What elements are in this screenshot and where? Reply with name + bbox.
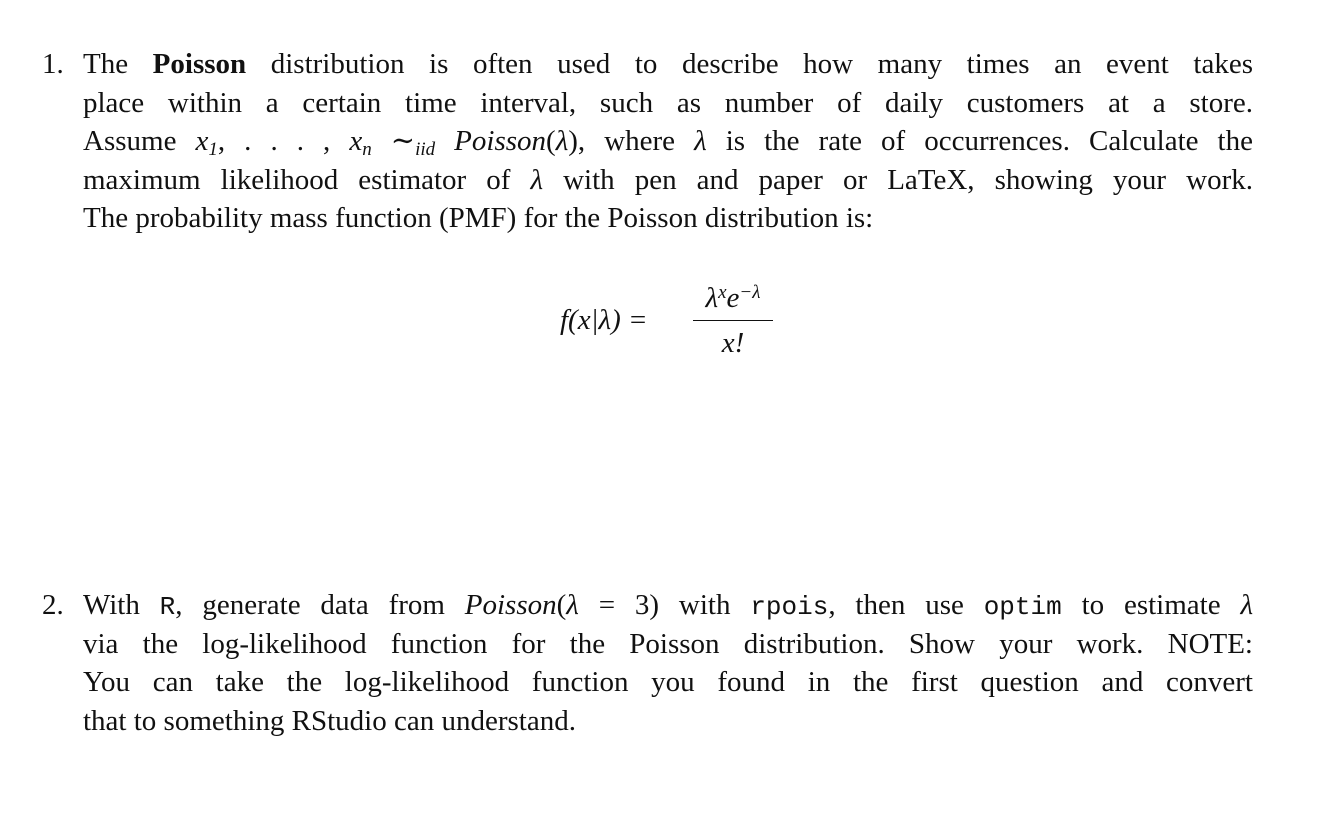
math-symbol: x [349,125,363,157]
question-2-line: You can take the log-likelihood function you found in the first question and convert [83,666,1253,698]
math-symbol: Poisson [454,125,547,157]
question-1-body [83,45,1253,238]
question-1-line: Assume $x_1$, . . . , $x_n$ $\sim_{iid}$ Poisson(λ), where λ is the rate of occurrences. Calculate the [83,125,1253,160]
bold-term: Poisson [152,48,247,80]
code-term: optim [983,592,1062,622]
fraction-bar [693,320,773,321]
question-1-number: 1. [42,48,64,80]
math-symbol: λ [694,125,707,157]
equation-numerator: $\lambda^xe^{-\lambda}$ [705,282,761,314]
equation-denominator: x! [721,327,745,359]
math-symbol: x [195,125,209,157]
math-symbol: λ [530,163,544,196]
equation-fraction [693,278,773,361]
math-subscript: 1 [208,139,218,160]
question-2-body [83,586,1253,740]
equation-lhs: f(x|λ) = [560,304,648,336]
question-1-line: The probability mass function (PMF) for the Poisson distribution is: [83,202,874,234]
pmf-equation [0,278,1324,368]
question-1-line: maximum likelihood estimator of λ with pen and paper or LaTeX, showing your work. [83,163,1253,196]
math-symbol: λ [1240,589,1253,621]
question-2-line: that to something RStudio can understand. [83,704,576,737]
question-2-line: With R, generate data from Poisson(λ = 3) with rpois, then use optim to estimate λ [83,589,1253,622]
question-2-line: via the log-likelihood function for the Poisson distribution. Show your work. NOTE: [83,627,1253,660]
math-subscript: n [362,139,372,160]
math-symbol: Poisson [464,589,557,621]
question-2-number: 2. [42,589,64,621]
code-term: R [159,592,176,622]
math-symbol: λ [566,589,579,621]
question-1-line: The Poisson distribution is often used to describe how many times an event takes [83,48,1253,80]
math-symbol: λ [555,125,569,157]
question-1-line: place within a certain time interval, such as number of daily customers at a store. [83,86,1253,119]
code-term: rpois [750,592,829,622]
math-subscript: iid [415,139,436,160]
